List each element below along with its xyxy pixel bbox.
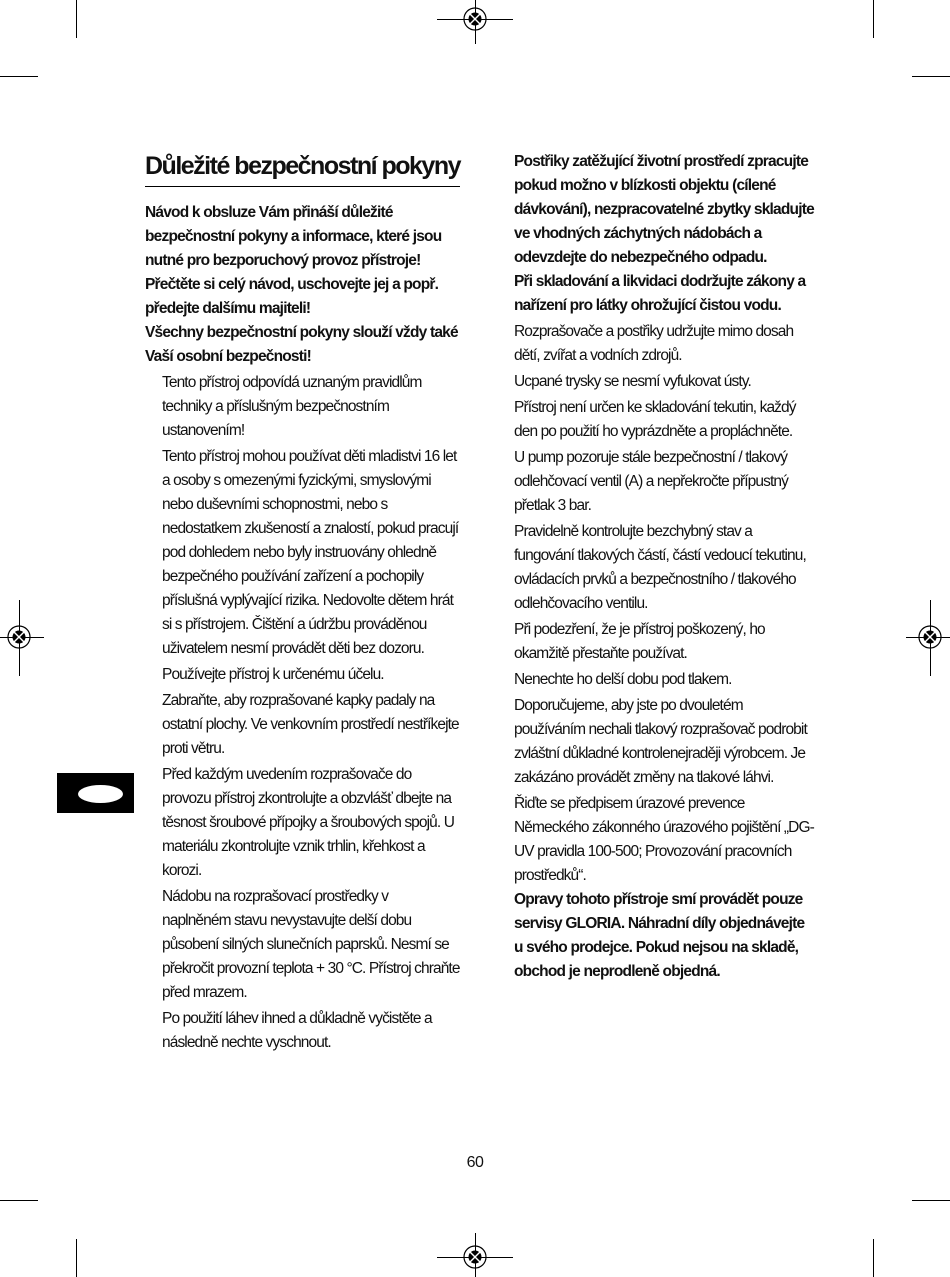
paragraph: Nenechte ho delší dobu pod tlakem.: [514, 671, 732, 688]
paragraph: Řiďte se předpisem úrazové prevence Německého zákonného úrazového pojištění „DG-UV pravidla 100-500; Provozování pracovních prostředků“.: [514, 795, 814, 884]
paragraph: Přístroj není určen ke skladování tekutin, každý den po použití ho vyprázdněte a propláchněte.: [514, 399, 796, 440]
right-column: [514, 150, 814, 984]
registration-mark-icon: [6, 624, 32, 650]
registration-mark-icon: [462, 1244, 488, 1270]
left-column: [145, 150, 460, 1055]
registration-mark-icon: [462, 6, 488, 32]
crop-mark: [873, 1239, 874, 1277]
environment-warning: Postřiky zatěžující životní prostředí zpracujte pokud možno v blízkosti objektu (cílené dávkování), nezpracovatelné zbytky skladujte ve vhodných záchytných nádobách a odevzdejte do nebezpečného odpadu.: [514, 153, 814, 266]
paragraph: Rozprašovače a postřiky udržujte mimo dosah dětí, zvířat a vodních zdrojů.: [514, 323, 794, 364]
language-tab-pill: [78, 785, 123, 803]
read-manual-lead: Přečtěte si celý návod, uschovejte jej a popř. předejte dalšímu majiteli!: [145, 276, 439, 317]
storage-warning: Při skladování a likvidaci dodržujte zákony a nařízení pro látky ohrožující čistou vodu.: [514, 273, 806, 314]
paragraph: Nádobu na rozprašovací prostředky v naplněném stavu nevystavujte delší dobu působení silných slunečních paprsků. Nesmí se překročit provozní teplota + 30 °C. Přístroj chraňte před mrazem.: [162, 888, 460, 1001]
paragraph: Doporučujeme, aby jste po dvouletém používáním nechali tlakový rozprašovač podrobit zvláštní důkladné kontrolenejraději výrobcem. Je zakázáno provádět změny na tlakové láhvi.: [514, 697, 807, 786]
safety-lead: Všechny bezpečnostní pokyny slouží vždy také Vaší osobní bezpečnosti!: [145, 324, 458, 365]
intro-lead: Návod k obsluze Vám přináší důležité bezpečnostní pokyny a informace, které jsou nutné pro bezporuchový provoz přístroje!: [145, 204, 442, 269]
page-title: Důležité bezpečnostní pokyny: [145, 150, 460, 187]
paragraph: Používejte přístroj k určenému účelu.: [162, 666, 384, 683]
paragraph: Při podezření, že je přístroj poškozený, ho okamžitě přestaňte používat.: [514, 621, 765, 662]
crop-mark: [0, 76, 38, 77]
paragraph: Před každým uvedením rozprašovače do provozu přístroj zkontrolujte a obzvlášť dbejte na těsnost šroubové přípojky a šroubových spojů. U materiálu zkontrolujte vznik trhlin, křehkost a korozi.: [162, 766, 454, 879]
crop-mark: [76, 0, 77, 38]
right-body: [514, 320, 814, 888]
paragraph: Ucpané trysky se nesmí vyfukovat ústy.: [514, 373, 751, 390]
left-body: [145, 371, 460, 1055]
repair-notice: Opravy tohoto přístroje smí provádět pouze servisy GLORIA. Náhradní díly objednávejte u svého prodejce. Pokud nejsou na skladě, obchod je neprodleně objedná.: [514, 891, 805, 980]
crop-mark: [912, 1200, 950, 1201]
crop-mark: [873, 0, 874, 38]
crop-mark: [76, 1239, 77, 1277]
paragraph: Tento přístroj mohou používat děti mladistvi 16 let a osoby s omezenými fyzickými, smyslovými nebo duševními schopnostmi, nebo s nedostatkem zkušeností a znalostí, pokud pracují pod dohledem nebo byly instruovány ohledně bezpečného používání zařízení a pochopily příslušná vyplývající rizika. Nedovolte dětem hrát si s přístrojem. Čištění a údržbu prováděnou uživatelem nesmí provádět děti bez dozoru.: [162, 448, 459, 657]
paragraph: U pump pozoruje stále bezpečnostní / tlakový odlehčovací ventil (A) a nepřekročte přípustný přetlak 3 bar.: [514, 449, 788, 514]
page-number: 60: [466, 1154, 484, 1171]
language-tab: [57, 773, 134, 813]
registration-mark-icon: [917, 624, 943, 650]
paragraph: Pravidelně kontrolujte bezchybný stav a fungování tlakových částí, částí vedoucí tekutinu, ovládacích prvků a bezpečnostního / tlakového odlehčovacího ventilu.: [514, 523, 806, 612]
crop-mark: [912, 76, 950, 77]
paragraph: Tento přístroj odpovídá uznaným pravidlům techniky a příslušným bezpečnostním ustanovením!: [162, 374, 422, 439]
paragraph: Po použití láhev ihned a důkladně vyčistěte a následně nechte vyschnout.: [162, 1010, 432, 1051]
paragraph: Zabraňte, aby rozprašované kapky padaly na ostatní plochy. Ve venkovním prostředí nestříkejte proti větru.: [162, 692, 459, 757]
crop-mark: [0, 1200, 38, 1201]
